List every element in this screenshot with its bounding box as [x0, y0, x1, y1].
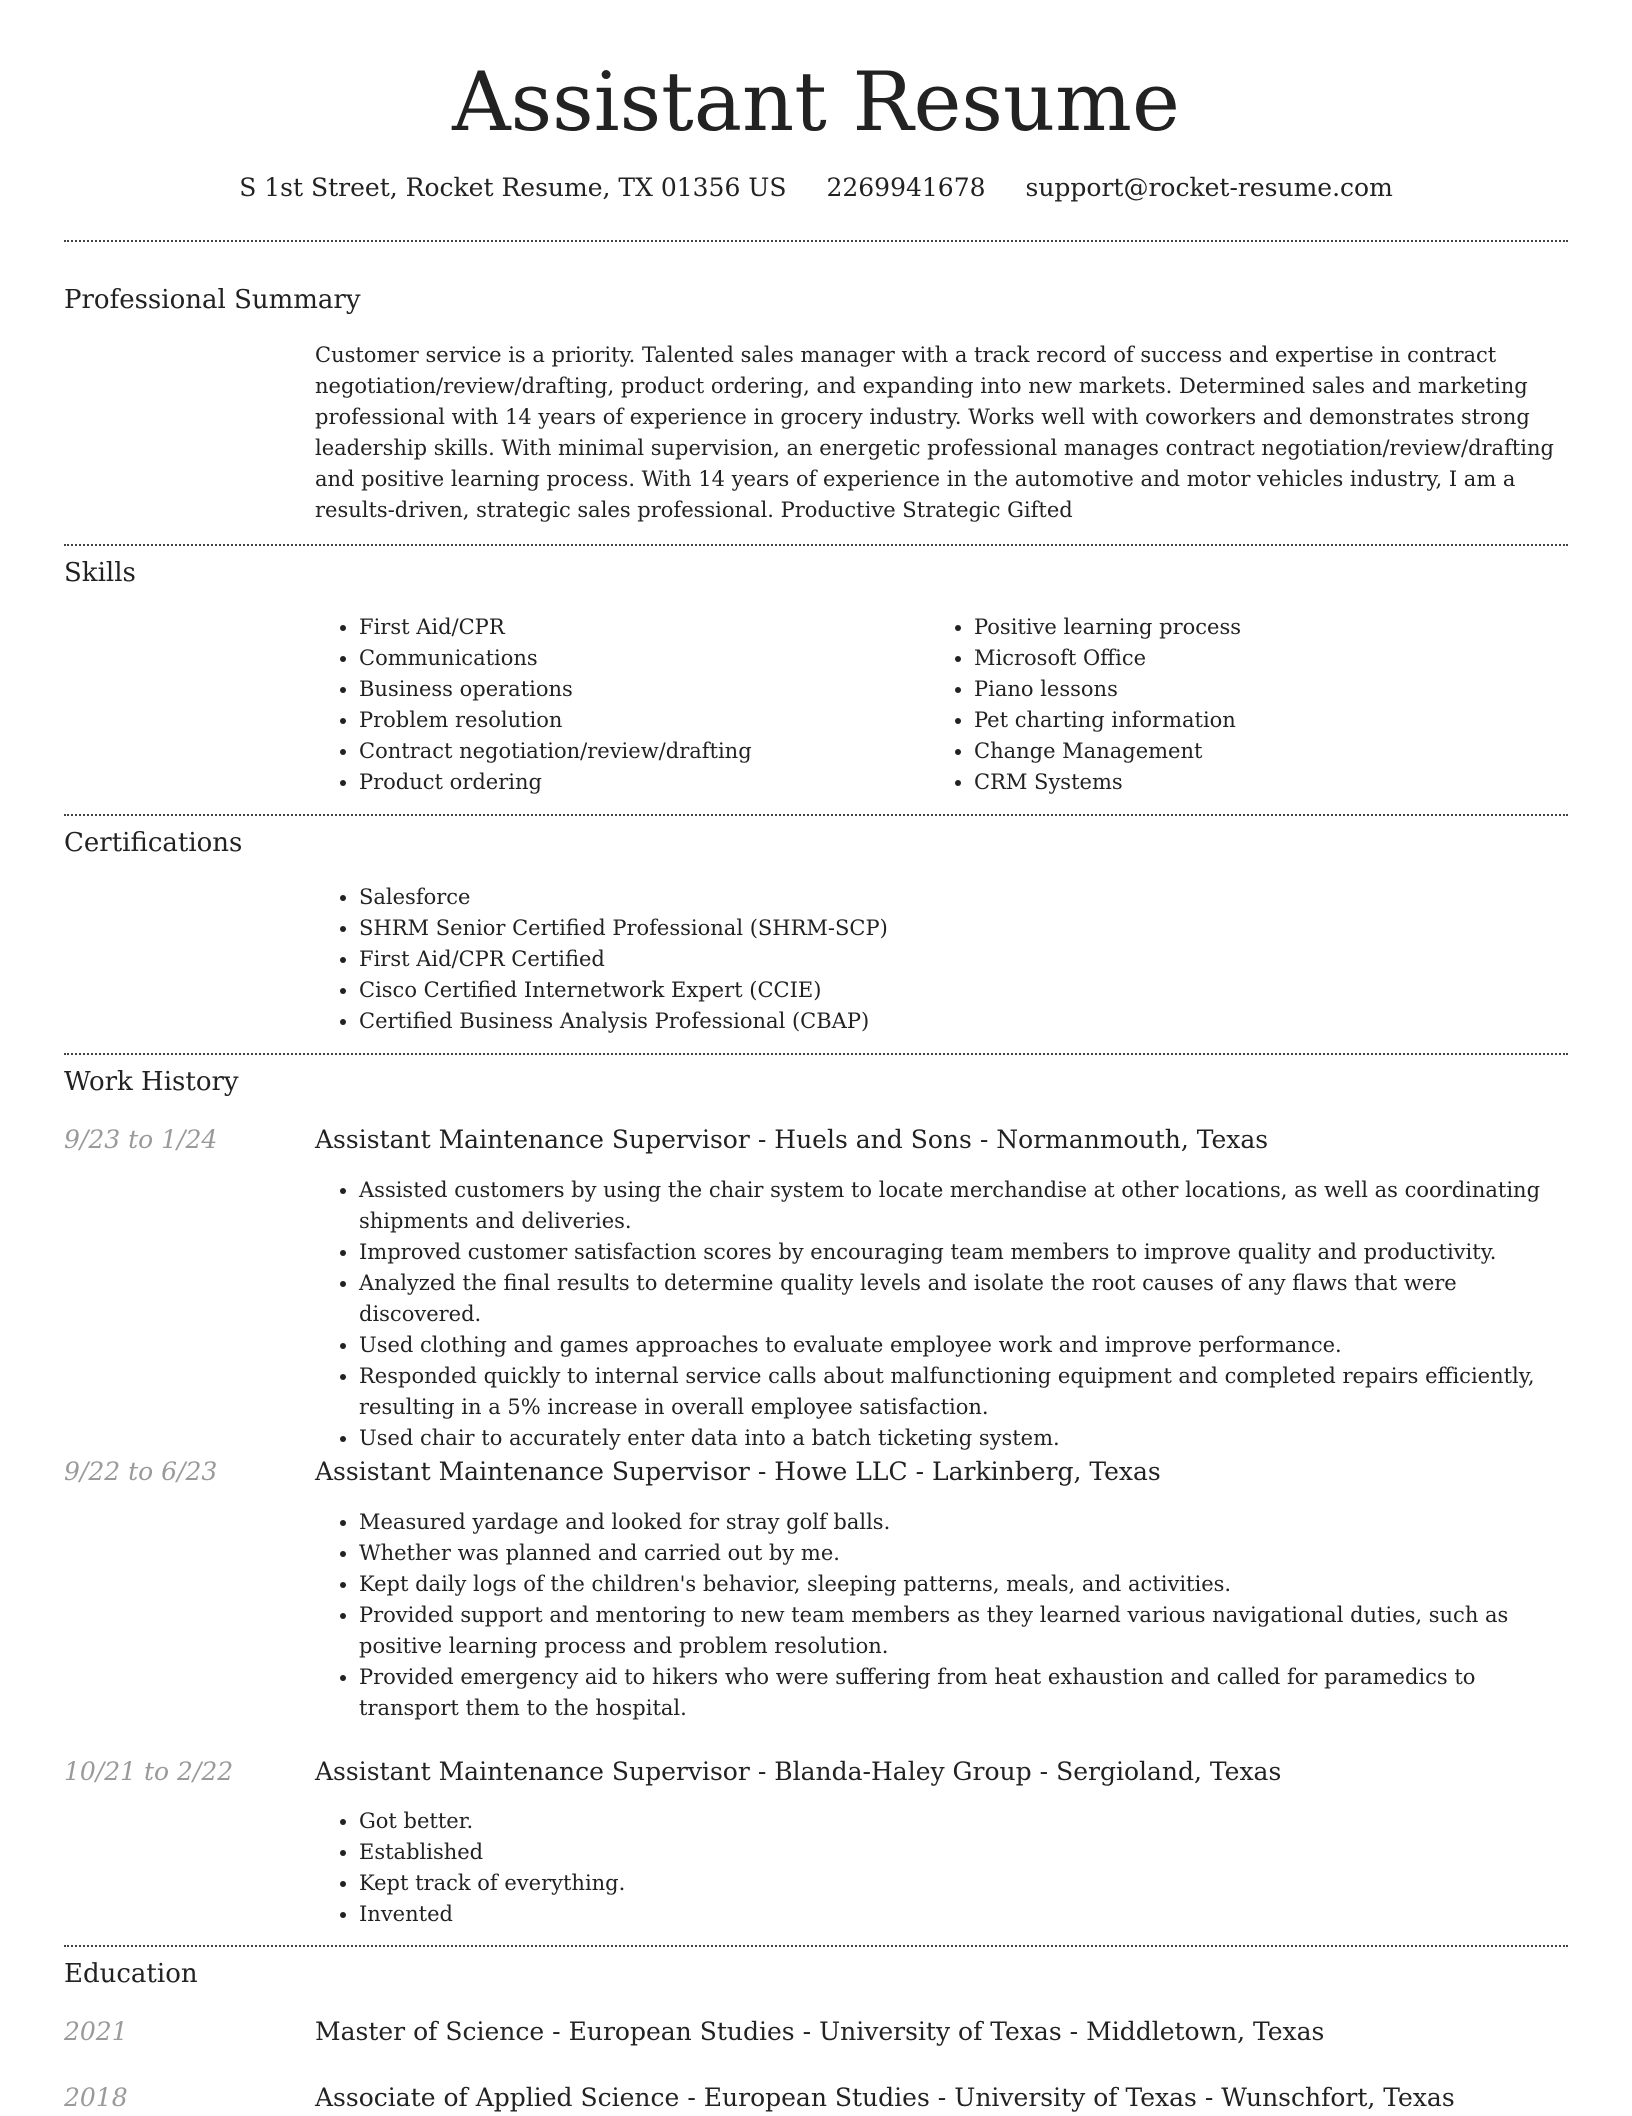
- section-title-summary: Professional Summary: [64, 285, 361, 315]
- skill-item: • Communications: [359, 643, 919, 674]
- education-school: University of Texas: [819, 2017, 1062, 2046]
- education-separator: -: [552, 2017, 561, 2046]
- job-bullet: • Responded quickly to internal service calls about malfunctioning equipment and completed repairs efficiently, resulting in a 5% increase in overall employee satisfaction.: [359, 1361, 1568, 1423]
- job-heading: [315, 1754, 1281, 1790]
- job-bullet: • Used clothing and games approaches to evaluate employee work and improve performance.: [359, 1330, 1568, 1361]
- job-dates: 9/23 to 1/24: [64, 1125, 218, 1154]
- job-bullet: • Provided support and mentoring to new team members as they learned various navigational duties, such as positive learning process and problem resolution.: [359, 1600, 1568, 1662]
- education-heading: [315, 2014, 1324, 2050]
- divider: [64, 1945, 1568, 1947]
- job-bullet: • Measured yardage and looked for stray golf balls.: [359, 1507, 1568, 1538]
- education-heading: [315, 2080, 1455, 2116]
- education-field: European Studies: [703, 2083, 930, 2112]
- section-title-skills: Skills: [64, 558, 136, 588]
- job-bullet: • Analyzed the final results to determine quality levels and isolate the root causes of any flaws that were discovered.: [359, 1268, 1568, 1330]
- job-dates: 9/22 to 6/23: [64, 1457, 218, 1486]
- section-title-education: Education: [64, 1959, 198, 1989]
- skill-item: • First Aid/CPR: [359, 612, 919, 643]
- skill-item: • Problem resolution: [359, 705, 919, 736]
- job-bullet: • Improved customer satisfaction scores by encouraging team members to improve quality and productivity.: [359, 1237, 1568, 1268]
- education-location: Wunschfort, Texas: [1221, 2083, 1455, 2112]
- summary-text: Customer service is a priority. Talented sales manager with a track record of success and expertise in contract negotiation/review/drafting, product ordering, and expanding into new markets. Determined sales and marketing professional with 14 years of experience in grocery industry. Works well with coworkers and demonstrates strong leadership skills. With minimal supervision, an energetic professional manages contract negotiation/review/drafting and positive learning process. With 14 years of experience in the automotive and motor vehicles industry, I am a results-driven, strategic sales professional. Productive Strategic Gifted: [315, 343, 1554, 522]
- contact-email: support@rocket-resume.com: [1025, 173, 1393, 202]
- job-bullet: • Used chair to accurately enter data into a batch ticketing system.: [359, 1423, 1568, 1454]
- job-bullets: [315, 1175, 1568, 1454]
- contact-line: [0, 168, 1632, 208]
- education-year: 2018: [64, 2083, 128, 2112]
- job-separator: -: [757, 1457, 767, 1486]
- education-location: Middletown, Texas: [1086, 2017, 1325, 2046]
- skills-list-right: [930, 612, 1594, 798]
- skill-item: • Microsoft Office: [974, 643, 1594, 674]
- job-role: Assistant Maintenance Supervisor: [315, 1125, 750, 1154]
- job-bullet: • Provided emergency aid to hikers who were suffering from heat exhaustion and called for paramedics to transport them to the hospital.: [359, 1662, 1568, 1724]
- education-field: European Studies: [568, 2017, 795, 2046]
- skill-item: • Contract negotiation/review/drafting: [359, 736, 919, 767]
- education-year: 2021: [64, 2017, 128, 2046]
- skill-item: • Change Management: [974, 736, 1594, 767]
- job-bullets: [315, 1507, 1568, 1724]
- certification-item: • SHRM Senior Certified Professional (SHRM-SCP): [359, 913, 1559, 944]
- skill-item: • Piano lessons: [974, 674, 1594, 705]
- job-location: Normanmouth, Texas: [996, 1125, 1269, 1154]
- job-bullet: • Got better.: [359, 1806, 1568, 1837]
- contact-address: S 1st Street, Rocket Resume, TX 01356 US: [239, 173, 787, 202]
- education-separator: -: [687, 2083, 696, 2112]
- divider: [64, 544, 1568, 546]
- skill-item: • CRM Systems: [974, 767, 1594, 798]
- education-separator: -: [1069, 2017, 1079, 2046]
- divider: [64, 240, 1568, 242]
- certification-item: • Cisco Certified Internetwork Expert (CCIE): [359, 975, 1559, 1006]
- job-separator: -: [979, 1125, 989, 1154]
- job-role: Assistant Maintenance Supervisor: [315, 1457, 750, 1486]
- section-title-certifications: Certifications: [64, 828, 243, 858]
- education-degree: Associate of Applied Science: [315, 2083, 680, 2112]
- job-separator: -: [757, 1125, 767, 1154]
- education-school: University of Texas: [954, 2083, 1197, 2112]
- job-role: Assistant Maintenance Supervisor: [315, 1757, 750, 1786]
- skill-item: • Pet charting information: [974, 705, 1594, 736]
- education-separator: -: [1204, 2083, 1214, 2112]
- job-company: Howe LLC: [774, 1457, 908, 1486]
- resume-name: Assistant Resume: [452, 56, 1180, 150]
- contact-phone: 2269941678: [826, 173, 986, 202]
- divider: [64, 1053, 1568, 1055]
- education-separator: -: [802, 2017, 812, 2046]
- job-bullets: [315, 1806, 1568, 1930]
- skills-list-left: [315, 612, 919, 798]
- job-dates: 10/21 to 2/22: [64, 1757, 234, 1786]
- job-bullet: • Invented: [359, 1899, 1568, 1930]
- certification-item: • Certified Business Analysis Professional (CBAP): [359, 1006, 1559, 1037]
- job-separator: -: [915, 1457, 925, 1486]
- certification-item: • First Aid/CPR Certified: [359, 944, 1559, 975]
- skill-item: • Positive learning process: [974, 612, 1594, 643]
- job-separator: -: [757, 1757, 767, 1786]
- job-company: Huels and Sons: [774, 1125, 972, 1154]
- certification-item: • Salesforce: [359, 882, 1559, 913]
- divider: [64, 814, 1568, 816]
- job-location: Sergioland, Texas: [1056, 1757, 1282, 1786]
- education-degree: Master of Science: [315, 2017, 545, 2046]
- job-location: Larkinberg, Texas: [932, 1457, 1161, 1486]
- certifications-list: [315, 882, 1559, 1037]
- skill-item: • Business operations: [359, 674, 919, 705]
- job-bullet: • Established: [359, 1837, 1568, 1868]
- education-separator: -: [937, 2083, 947, 2112]
- section-title-work-history: Work History: [64, 1067, 239, 1097]
- job-heading: [315, 1454, 1161, 1490]
- job-heading: [315, 1122, 1268, 1158]
- job-bullet: • Assisted customers by using the chair system to locate merchandise at other locations, as well as coordinating shipments and deliveries.: [359, 1175, 1568, 1237]
- skill-item: • Product ordering: [359, 767, 919, 798]
- job-company: Blanda-Haley Group: [774, 1757, 1032, 1786]
- job-bullet: • Whether was planned and carried out by me.: [359, 1538, 1568, 1569]
- job-separator: -: [1039, 1757, 1049, 1786]
- job-bullet: • Kept track of everything.: [359, 1868, 1568, 1899]
- job-bullet: • Kept daily logs of the children's behavior, sleeping patterns, meals, and activities.: [359, 1569, 1568, 1600]
